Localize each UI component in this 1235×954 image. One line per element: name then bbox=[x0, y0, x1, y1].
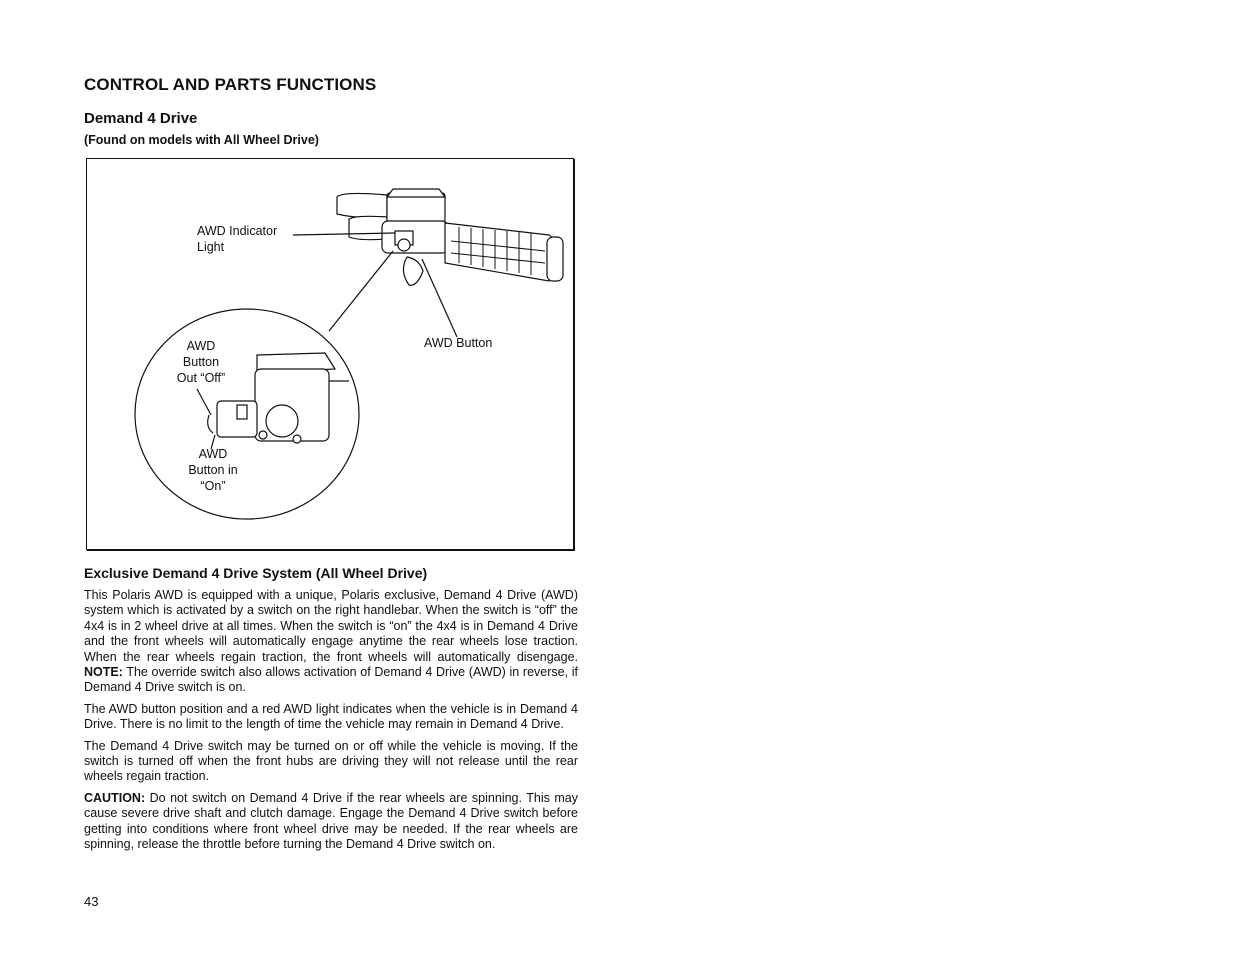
section-heading: Exclusive Demand 4 Drive System (All Wheel Drive) bbox=[84, 565, 428, 581]
awd-button-on-label: AWD Button in “On” bbox=[188, 447, 238, 493]
paragraph-2: The AWD button position and a red AWD light indicates when the vehicle is in Demand 4 Drive. There is no limit to the length of time the vehicle may remain in Demand 4 Drive. bbox=[84, 701, 578, 732]
handlebar-switch-figure bbox=[86, 158, 574, 550]
paragraph-3: The Demand 4 Drive switch may be turned on or off while the vehicle is moving. If the switch is turned off when the front hubs are driving they will not release until the rear wheels regain traction. bbox=[84, 738, 578, 784]
paragraph-1: This Polaris AWD is equipped with a unique, Polaris exclusive, Demand 4 Drive (AWD) system which is activated by a switch on the right handlebar. When the switch is “off” the 4x4 is in 2 wheel drive at all times. When the switch is “on” the 4x4 is in Demand 4 Drive and the front wheels will automatically engage anytime the rear wheels lose traction. When the rear wheels regain traction, the front wheels will automatically disengage. NOTE: The override switch also allows activation of Demand 4 Drive (AWD) in reverse, if Demand 4 Drive switch is on. bbox=[84, 588, 578, 695]
section-subtitle: Demand 4 Drive bbox=[84, 110, 198, 127]
awd-indicator-light-label: AWD Indicator Light bbox=[197, 224, 278, 254]
body-text bbox=[84, 588, 578, 859]
model-note: (Found on models with All Wheel Drive) bbox=[84, 133, 319, 147]
page-title: CONTROL AND PARTS FUNCTIONS bbox=[84, 75, 377, 94]
handlebar-illustration bbox=[87, 159, 573, 549]
page-number: 43 bbox=[84, 894, 99, 909]
awd-button-off-label: AWD Button Out “Off” bbox=[176, 339, 226, 385]
caution-paragraph: CAUTION: Do not switch on Demand 4 Drive if the rear wheels are spinning. This may cause severe drive shaft and clutch damage. Engage the Demand 4 Drive switch before getting into conditions where front wheel drive may be needed. If the rear wheels are spinning, release the throttle before turning the Demand 4 Drive switch on. bbox=[84, 790, 578, 852]
awd-button-label: AWD Button bbox=[424, 336, 493, 350]
